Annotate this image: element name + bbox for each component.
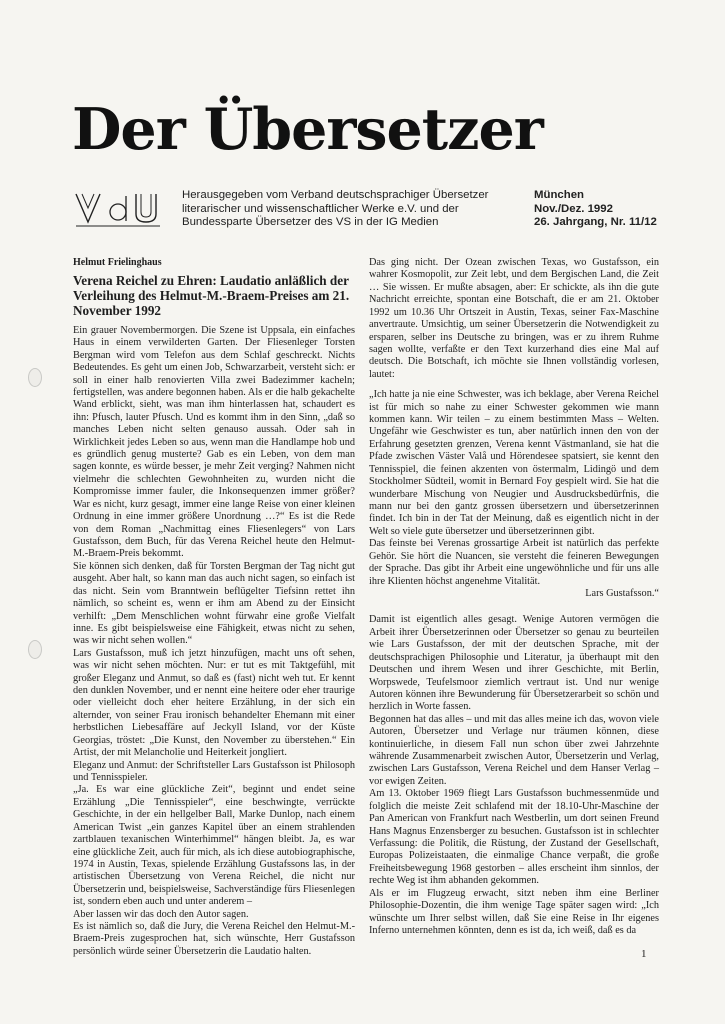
paragraph: Ein grauer Novembermorgen. Die Szene ist Uppsala, ein einfaches Haus in einem verwilderten Garten. Der Fliesenleger Torsten Bergman wird vom Telefon aus dem Schlaf geschreckt. Nichts Bedeutendes. Es geht um einen Job, Schwarzarbeit, versteht sich: er soll in einer halb renovierten Villa zwei Badezimmer kacheln; fertigstellen, was andere begonnen haben. Als er die halb gekachelte Wand erblickt, sieht, was man ihm hinterlassen hat, schaudert es ihn: Pfusch, lauter Pfusch. Und es kommt ihm in den Sinn, „daß so manches Leben nicht selten genauso aussah. Oder sah in Wirklichkeit jedes Leben so aus, wenn man die Handlampe hob und es gründlich genug musterte? Gab es ein Leben, von dem man sagen konnte, es würde besser, je mehr Zeit verging? Nahmen nicht vielmehr die schlechten Gewohnheiten zu, wurden nicht die Kompromisse immer fauler, die Inkonsequenzen immer größer? War es nicht, kurz gesagt, immer eine lange Reise von einer kleinen Ordnung in eine immer größere Unordnung …?“ Es ist die Rede von dem Roman „Nachmittag eines Fliesenlegers“ von Lars Gustafsson, dem Buch, für das Verena Reichel heute den Helmut-M.-Braem-Preis bekommt. [73, 324, 355, 560]
paragraph: Als er im Flugzeug erwacht, sitzt neben ihm eine Berliner Philosophie-Dozentin, die ihm wenige Tage später sagen wird: „Ich wünschte um Ihrer selbst willen, daß Sie eine Reise in Ihr eigenes Inferno unternehmen könnten, denn es ist da, ich weiß, daß es da [369, 887, 659, 936]
paragraph: Eleganz und Anmut: der Schriftsteller Lars Gustafsson ist Philosoph und Tennisspieler. [73, 759, 355, 783]
paragraph: Aber lassen wir das doch den Autor sagen. [73, 908, 249, 920]
publisher-info [182, 189, 488, 230]
paragraph: Es ist nämlich so, daß die Jury, die Verena Reichel den Helmut-M.-Braem-Preis zugesprochen hat, sich wünschte, Herr Gustafsson persönlich würde seiner Übersetzerin die Laudatio halten. [73, 921, 355, 957]
masthead [72, 96, 662, 163]
paragraph: „Ja. Es war eine glückliche Zeit“, beginnt und endet seine Erzählung „Die Tennisspieler“, eine beschwingte, verrückte Geschichte, in der ein hellgelber Ball, Marke Dunlop, nach einem American Twist „ein ganzes Kapitel über an einem strahlenden zartblauen texanischen Winterhimmel“ hängen bleibt. Ja, es war eine glückliche Zeit, auch für mich, als ich diese autobiographische, 1974 in Austin, Texas, spielende Erzählung Gustafssons las, in der artistischen Übersetzung von Verena Reichel, die nicht nur Übersetzerin und, beispielsweise, Sachverständige fürs Fliesenlegen ist, sondern eben auch und unter anderem – [73, 784, 355, 908]
publisher-line: literarischer und wissenschaftlicher Werke e.V. und der [182, 202, 459, 215]
issue-number: 26. Jahrgang, Nr. 11/12 [534, 216, 657, 229]
section-gap [369, 600, 659, 614]
publisher-line: Bundessparte Übersetzer des VS in der IG Medien [182, 216, 439, 229]
issue-place: München [534, 189, 584, 201]
publisher-line: Herausgegeben vom Verband deutschsprachiger Übersetzer [182, 189, 489, 201]
paragraph: Das ging nicht. Der Ozean zwischen Texas, wo Gustafsson, ein wahrer Kosmopolit, zur Zeit lebt, und dem Bergischen Land, die Zeit … Sie wissen. Er mußte absagen, aber: Er schickte, als ihn die gute Nachricht erreichte, spontan eine Botschaft, die er am 21. Oktober 1992 um 10.36 Uhr Ortszeit in Austin, Texas, seiner Fax-Maschine anvertraute. Umsichtig, um seiner Übersetzerin die Notwendigkeit zu ersparen, selber ins Deutsche zu bringen, was er zu ihrem Ruhme sagen wollte, verfaßte er den Text kurzerhand dies eine Mal auf deutsch. Die Botschaft, ich möchte sie Ihnen vollständig vorlesen, lautet: [369, 257, 659, 380]
page-number: 1 [641, 948, 647, 960]
paragraph: Lars Gustafsson, muß ich jetzt hinzufügen, macht uns oft sehen, was wir nicht sehen möchten. Nur: er tut es mit Taktgefühl, mit großer Eleganz und Anmut, so daß es (fast) nicht weh tut. Er kennt den dunklen November, und er nennt eine heitere oder eher traurige oder vielleicht doch eher heitere Erzählung, in der sich ein alternder, von seiner Frau ironisch behandelter Ehemann mit einer herbstlichen Liebesaffäre auf Jeckyll Island, vor der Küste Georgias, tröstet: „Die Kunst, den November zu überstehen.“ Ein Artist, der mit Melancholie und Heiterkeit jongliert. [73, 647, 355, 759]
article-headline: Verena Reichel zu Ehren: Laudatio anläßlich der Verleihung des Helmut-M.-Braem-Preises am 21. November 1992 [73, 273, 350, 319]
quote-paragraph: Das feinste bei Verenas grossartige Arbeit ist natürlich das perfekte Gehör. Sie hört die Nuancen, sie versteht die feineren Bewegungen der Sprache. Das gibt ihr Arbeit eine ungewöhnliche und für uns alle ihre Klienten höchst angenehme Vitalität. [369, 538, 659, 587]
paragraph: Damit ist eigentlich alles gesagt. Wenige Autoren vermögen die Arbeit ihrer Übersetzerinnen oder Übersetzer so genau zu beurteilen wie Lars Gustafsson, der mit der deutschen Sprache, mit der deutschsprachigen Philosophie und Literatur, ja überhaupt mit den Deutschen und ihrem Wesen und ihrer Geschichte, mit Berlin, Worpswede, Teufelsmoor ziemlich vertraut ist. Und nur wenige Autoren können ihre Bewunderung für Übersetzerarbeit so schön und herzlich in Worte fassen. [369, 614, 659, 713]
punch-hole [28, 640, 42, 659]
vdu-logo [74, 188, 162, 228]
issue-info [534, 189, 657, 230]
quote-paragraph: „Ich hatte ja nie eine Schwester, was ich beklage, aber Verena Reichel ist für mich so nahe zu einer Schwester gekommen wie mann kommen kann. Wir teilen – zu einem bestimmten Mass – Welten. Ungefähr wie Geschwister es tun, aber natürlich innen den von der Erfahrung gesetzten grenzen, Verena kennt Västmanland, sie hat die Pfade zwischen Väster Valå und Hörendesee spatsiert, sie kennt den Tennisspiel, die feinen akzenten von östermalm, Lidingö und dem Stockholmer Südteil, womit in Bernard Foy gespielt wird. Sie hat die wunderbare Mischung von Neugier und Ausdrucksbedürfnis, die mann nur bei den gantz grossen übersetzern und übersetzerinnen findet. Ich bin in der Tat der Meinung, daß es eigentlich nicht in der Welt so viele gute übersetzer und übersetzerinnen gibt. [369, 389, 659, 537]
paragraph: Sie können sich denken, daß für Torsten Bergman der Tag nicht gut ausgeht. Aber halt, so kann man das auch nicht sagen, so einfach ist das nicht. Sein vom Branntwein beflügelter Tiefsinn rettet ihn nämlich, so scheint es, wenn er ihm am Abend zu der Einsicht verhilft: „Dem Menschlichen wohnt fürwahr eine große Vielfalt inne. Es gibt beispielsweise eine Fähigkeit, etwas nicht zu sehen, was wir nicht sehen wollen.“ [73, 560, 355, 647]
paragraph: Begonnen hat das alles – und mit das alles meine ich das, wovon viele Autoren, Übersetzer und Verlage nur träumen können, diese kontinuierliche, in diesem Fall nun schon über zwei Jahrzehnte währende Zusammenarbeit zwischen Autor, Übersetzerin und Verlag, zwischen Lars Gustafsson, Verena Reichel und dem Hanser Verlag – vor ewigen Zeiten. [369, 713, 659, 787]
newsletter-title: Der Übersetzer [72, 96, 543, 163]
left-column [73, 257, 355, 958]
punch-hole [28, 368, 42, 387]
article-author: Helmut Frielinghaus [73, 257, 162, 268]
issue-date: Nov./Dez. 1992 [534, 202, 613, 215]
right-column [369, 257, 659, 937]
quote-signature: Lars Gustafsson.“ [585, 587, 659, 599]
paragraph: Am 13. Oktober 1969 fliegt Lars Gustafsson buchmessenmüde und folglich die meiste Zeit schlafend mit der 18.10-Uhr-Maschine der Pan American von Frankfurt nach Westberlin, um dort seinen Freund Hans Magnus Enzensberger zu besuchen. Gustafsson ist in schlechter Verfassung: die Politik, die Rüstung, der Zustand der Gesellschaft, Europas Polizeistaaten, die einmalige Chance verpaßt, die große Freiheitsbewegung 1968 gestorben – alles erscheint ihm sinnlos, der rechte Weg ist ihm abhanden gekommen. [369, 788, 659, 887]
